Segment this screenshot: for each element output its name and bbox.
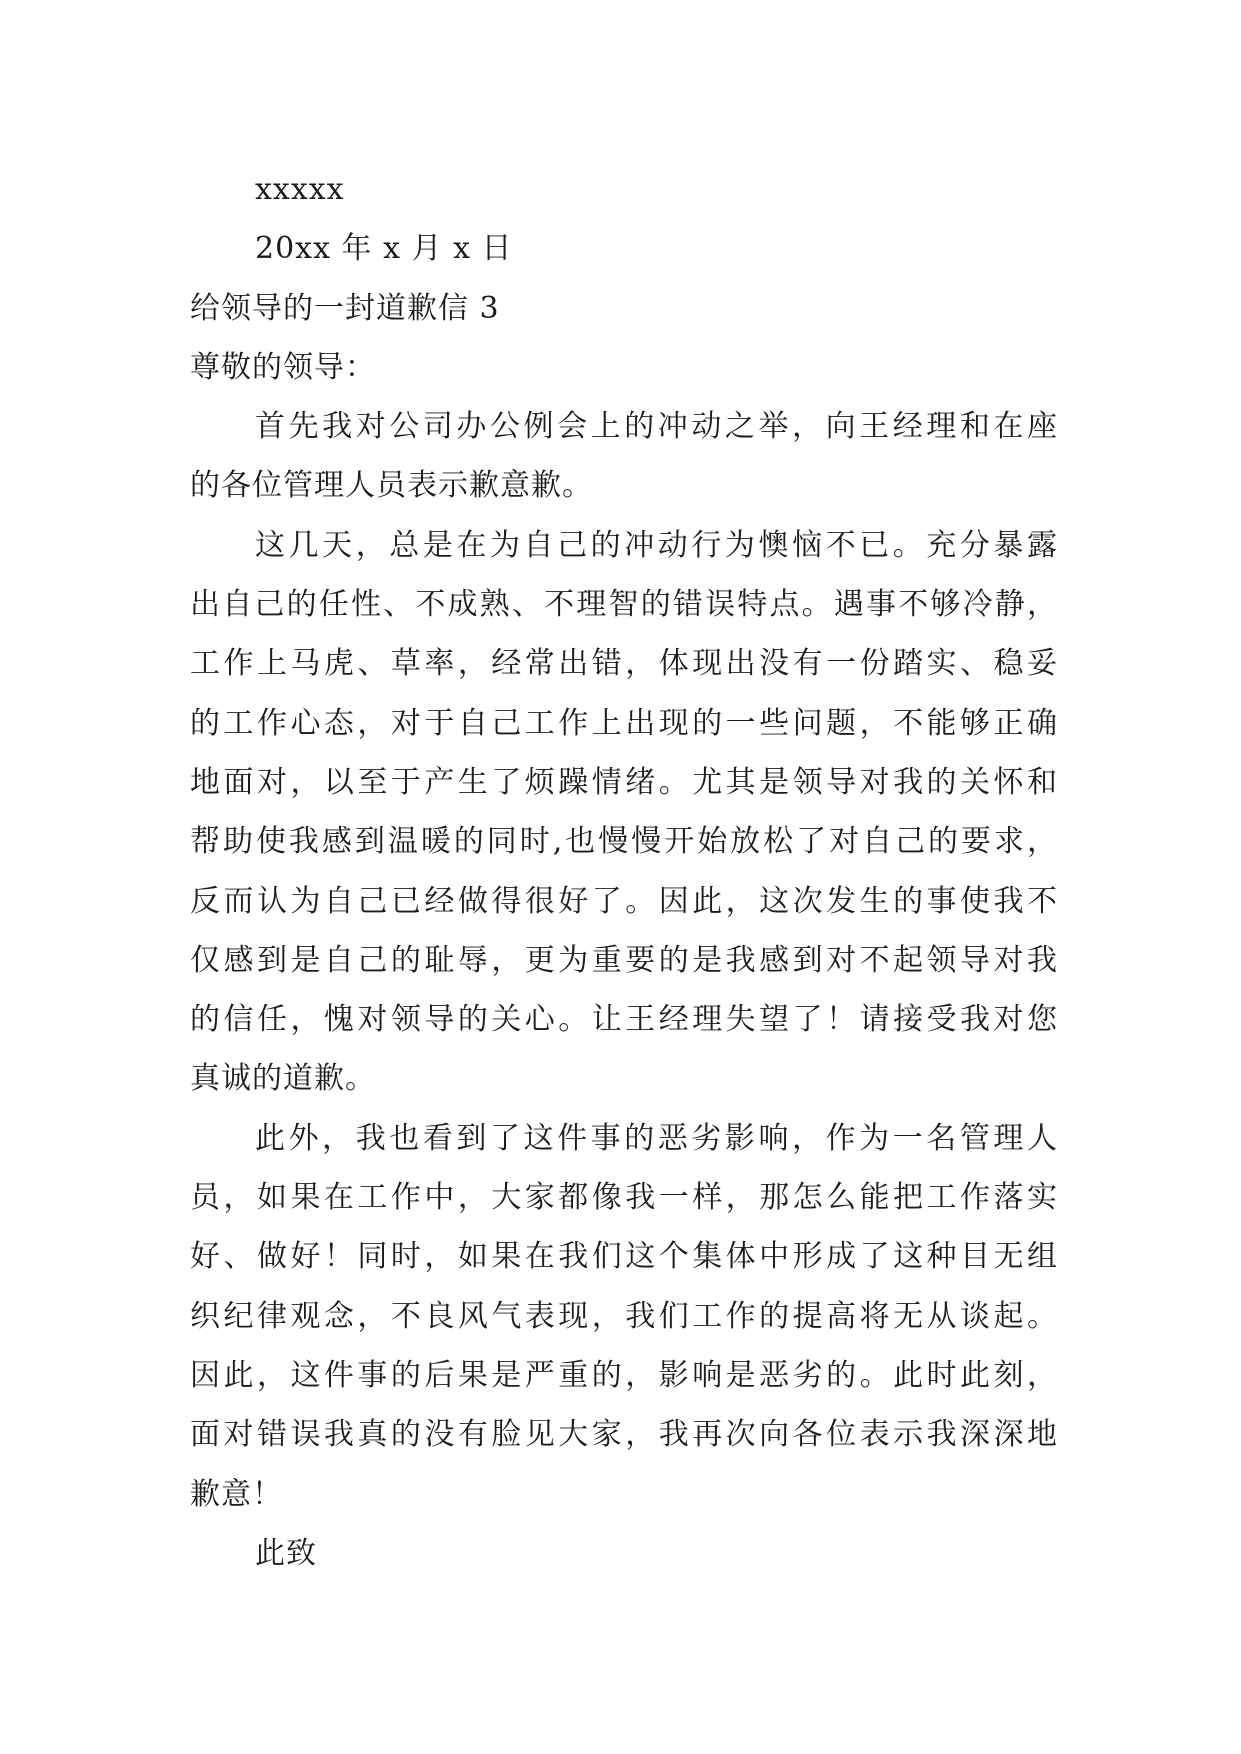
closing-line: 此致 [255,1535,317,1571]
date-line: 20xx 年 x 月 x 日 [255,231,513,267]
paragraph-line: 首先我对公司办公例会上的冲动之举，向王经理和在座 [255,409,1058,445]
paragraph-line: 出自己的任性、不成熟、不理智的错误特点。遇事不够冷静， [190,587,1058,623]
paragraph-line: 反而认为自己已经做得很好了。因此，这次发生的事使我不 [190,883,1058,919]
paragraph-line: 的各位管理人员表示歉意歉。 [190,468,593,504]
paragraph-line: 好、做好！同时，如果在我们这个集体中形成了这种目无组 [190,1239,1058,1275]
paragraph-2 [190,516,1058,1109]
letter-title: 给领导的一封道歉信 3 [190,290,500,326]
paragraph-line: 这几天，总是在为自己的冲动行为懊恼不已。充分暴露 [255,527,1058,563]
paragraph-line: 仅感到是自己的耻辱，更为重要的是我感到对不起领导对我 [190,942,1058,978]
paragraph-line: 地面对，以至于产生了烦躁情绪。尤其是领导对我的关怀和 [190,764,1058,800]
paragraph-line: 织纪律观念，不良风气表现，我们工作的提高将无从谈起。 [190,1298,1058,1334]
paragraph-line: 面对错误我真的没有脸见大家，我再次向各位表示我深深地 [190,1417,1058,1453]
paragraph-line: 工作上马虎、草率，经常出错，体现出没有一份踏实、稳妥 [190,646,1058,682]
salutation: 尊敬的领导： [190,349,376,385]
paragraph-line: 的工作心态，对于自己工作上出现的一些问题，不能够正确 [190,705,1058,741]
paragraph-line: 此外，我也看到了这件事的恶劣影响，作为一名管理人 [255,1120,1058,1156]
paragraph-line: 真诚的道歉。 [190,1061,376,1097]
letter-body [190,160,1058,1583]
paragraph-line: 歉意！ [190,1476,283,1512]
paragraph-line: 的信任，愧对领导的关心。让王经理失望了！请接受我对您 [190,1002,1058,1038]
paragraph-line: 员，如果在工作中，大家都像我一样，那怎么能把工作落实 [190,1180,1058,1216]
signature-line: xxxxx [255,172,345,207]
paragraph-1 [190,397,1058,516]
paragraph-line: 因此，这件事的后果是严重的，影响是恶劣的。此时此刻， [190,1357,1058,1393]
paragraph-3 [190,1109,1058,1524]
paragraph-line: 帮助使我感到温暖的同时,也慢慢开始放松了对自己的要求， [190,824,1058,860]
